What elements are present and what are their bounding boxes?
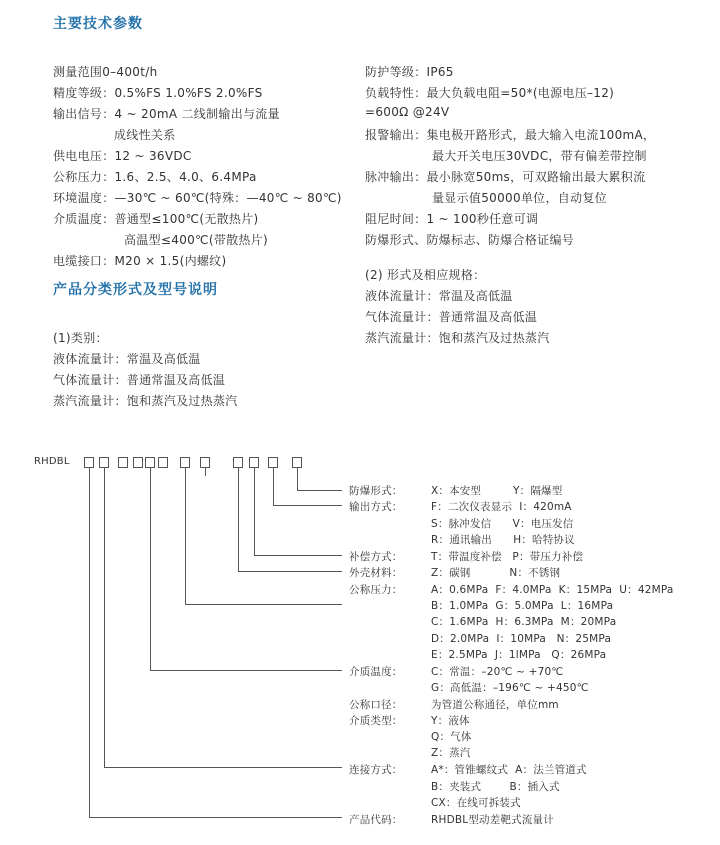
spec-medium-temp-high: 高温型≤400℃(带散热片) [124,233,268,247]
label-nominal-pressure: 公称压力： [349,584,403,596]
code-box-5 [146,458,155,468]
model-code-prefix: RHDBL [34,456,70,467]
spec-measure-range: 测量范围0–400t/h [53,65,158,79]
value-connection-3: CX：在线可拆装式 [431,797,521,809]
value-output-3: R：通讯输出 H：哈特协议 [431,534,575,546]
code-box-2 [100,458,109,468]
value-pressure-5: E：2.5MPa J：1lMPa Q：26MPa [431,649,607,661]
value-output-1: F：二次仪表显示 I：420mA [431,501,572,513]
value-temp-normal: C：常温：–20℃ ~ +70℃ [431,666,564,678]
category-heading-right: (2) 形式及相应规格： [365,268,486,282]
value-product-code: RHDBL型动差靶式流量计 [431,814,554,826]
value-connection-1: A*：管锥螺纹式 A：法兰管道式 [431,764,587,776]
value-output-2: S：脉冲发信 V：电压发信 [431,518,574,530]
value-medium-liquid: Y：液体 [431,715,470,727]
spec-cable-interface: 电缆接口：M20 × 1.5(内螺纹) [53,254,227,268]
spec-protection: 防护等级：IP65 [365,65,454,79]
category-gas-right: 气体流量计：普通常温及高低温 [365,310,538,324]
code-box-10 [250,458,259,468]
spec-output-signal: 输出信号：4 ~ 20mA 二线制输出与流量 [53,107,280,121]
category-steam-left: 蒸汽流量计：饱和蒸汽及过热蒸汽 [53,394,238,408]
value-explosion: X：本安型 Y：隔爆型 [431,485,563,497]
label-housing-material: 外壳材料： [349,567,403,579]
label-nominal-diameter: 公称口径： [349,699,403,711]
spec-pulse: 脉冲输出：最小脉宽50ms，可双路输出最大累积流 [365,170,646,184]
code-box-1 [85,458,94,468]
category-gas-left: 气体流量计：普通常温及高低温 [53,373,226,387]
spec-damping: 阻尼时间：1 ~ 100秒任意可调 [365,212,539,226]
code-box-3 [119,458,128,468]
value-pressure-1: A：0.6MPa F：4.0MPa K：15MPa U：42MPa [431,584,674,596]
line-pressure [186,468,343,605]
line-medium-temp [151,468,343,671]
value-diameter: 为管道公称通径，单位mm [431,699,559,711]
code-box-12 [293,458,302,468]
line-output [274,468,343,506]
spec-supply-voltage: 供电电压：12 ~ 36VDC [53,149,192,163]
spec-nominal-pressure: 公称压力：1.6、2.5、4.0、6.4MPa [53,170,257,184]
code-box-4 [134,458,143,468]
line-product-code [90,468,343,818]
value-pressure-3: C：1.6MPa H：6.3MPa M：20MPa [431,616,617,628]
spec-alarm: 报警输出：集电极开路形式，最大输入电流100mA， [365,128,656,142]
spec-load: 负载特性：最大负载电阻=50*(电源电压–12) [365,86,615,100]
spec-alarm-cont: 最大开关电压30VDC，带有偏差带控制 [432,149,647,163]
spec-load-cont: =600Ω @24V [365,105,450,119]
label-compensation: 补偿方式： [349,551,403,563]
value-temp-high-low: G：高低温：–196℃ ~ +450℃ [431,682,589,694]
value-connection-2: B：夹装式 B：插入式 [431,781,560,793]
value-pressure-4: D：2.0MPa I：10MPa N：25MPa [431,633,612,645]
value-housing: Z：碳钢 N：不锈钢 [431,567,561,579]
label-connection-mode: 连接方式： [349,764,403,776]
label-output-mode: 输出方式： [349,501,403,513]
label-medium-temp: 介质温度： [349,666,403,678]
line-connection [105,468,343,768]
spec-output-signal-cont: 成线性关系 [114,128,176,142]
spec-accuracy: 精度等级：0.5%FS 1.0%FS 2.0%FS [53,86,263,100]
label-medium-type: 介质类型： [349,715,403,727]
value-pressure-2: B：1.0MPa G：5.0MPa L：16MPa [431,600,614,612]
section-title-classification: 产品分类形式及型号说明 [53,282,218,298]
spec-medium-temp: 介质温度：普通型≤100℃(无散热片) [53,212,259,226]
label-product-code: 产品代码： [349,814,403,826]
line-compensation [255,468,343,556]
category-steam-right: 蒸汽流量计：饱和蒸汽及过热蒸汽 [365,331,550,345]
code-box-6 [159,458,168,468]
category-heading-left: (1)类别： [53,331,108,345]
code-box-11 [269,458,278,468]
label-explosion-type: 防爆形式： [349,485,403,497]
category-liquid-right: 液体流量计：常温及高低温 [365,289,513,303]
category-liquid-left: 液体流量计：常温及高低温 [53,352,201,366]
spec-pulse-cont: 量显示值50000单位，自动复位 [432,191,607,205]
code-box-7 [181,458,190,468]
line-explosion [298,468,343,491]
code-box-8 [201,458,210,468]
spec-ambient-temp: 环境温度：—30℃ ~ 60℃(特殊：—40℃ ~ 80℃) [53,191,342,205]
value-medium-steam: Z：蒸汽 [431,747,471,759]
section-title-technical-params: 主要技术参数 [53,16,143,32]
code-box-9 [234,458,243,468]
value-compensation: T：带温度补偿 P：带压力补偿 [431,551,584,563]
value-medium-gas: Q：气体 [431,731,472,743]
spec-explosion-proof: 防爆形式、防爆标志、防爆合格证编号 [365,233,575,247]
